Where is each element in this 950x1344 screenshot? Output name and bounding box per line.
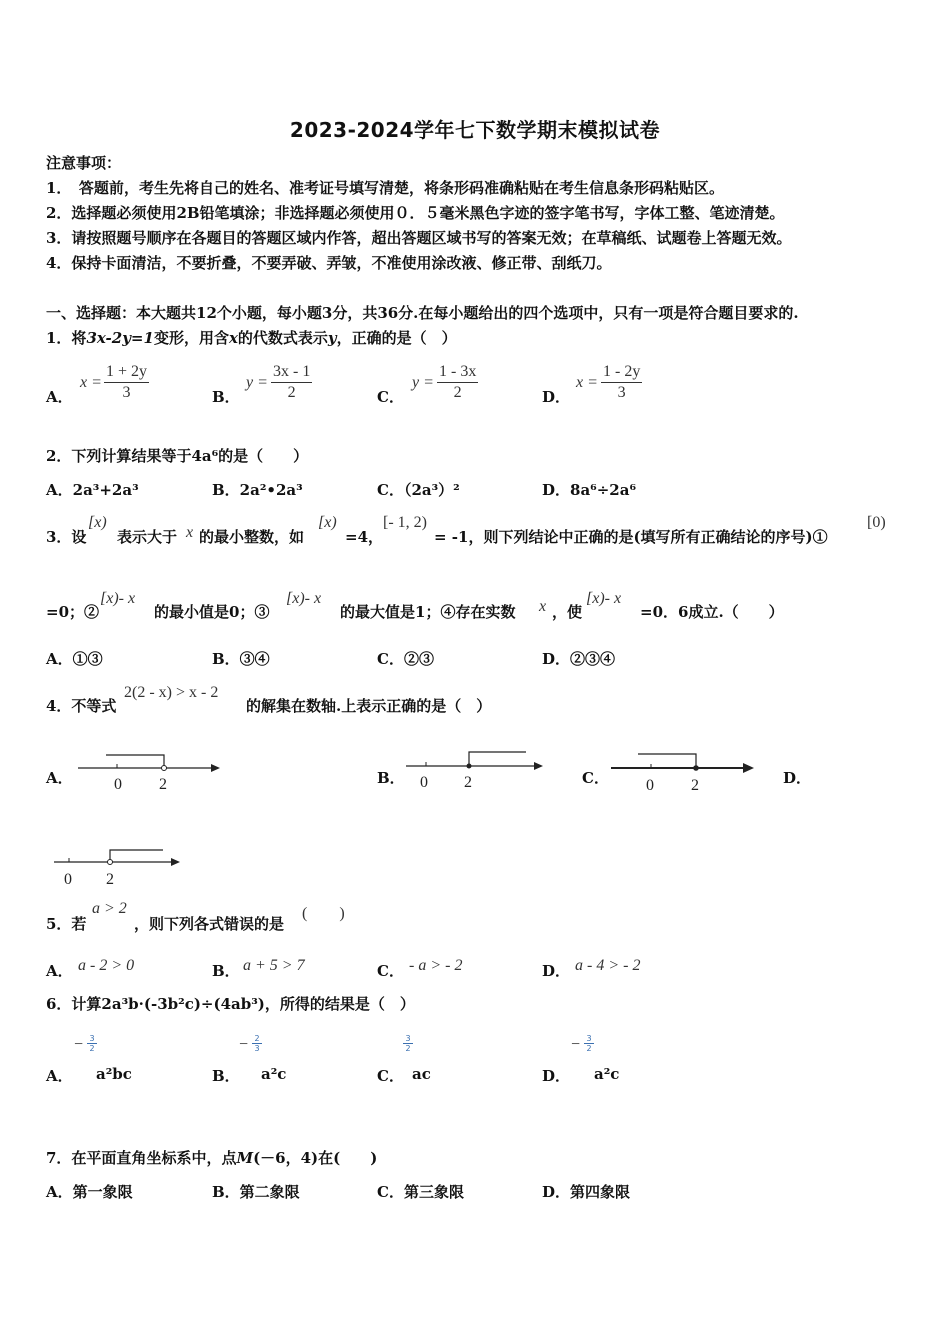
q6-option-a-label: A． [46, 1067, 73, 1085]
q3-option-b: B．③④ [212, 650, 270, 668]
q2-option-a: A．2a³+2a³ [46, 481, 139, 499]
q4-stem-a: 4．不等式 [46, 697, 117, 715]
q4-stem-b: 的解集在数轴.上表示正确的是（ ） [246, 697, 492, 715]
q3-option-d: D．②③④ [542, 650, 616, 668]
q1-option-a-den: 3 [122, 384, 131, 401]
q4-a-tick-2: 2 [159, 776, 167, 793]
q4-b-tick-0: 0 [420, 774, 428, 791]
q6-option-a-sign: − [74, 1036, 84, 1053]
q7-stem-b: (－6，4)在( ) [253, 1149, 378, 1167]
q4-d-tick-0: 0 [64, 871, 72, 888]
q1-option-a-num: 1 + 2y [104, 362, 149, 383]
q2-option-d: D．8a⁶÷2a⁶ [542, 481, 637, 499]
q6-option-a-vars: a²bc [96, 1065, 132, 1083]
page-title: 2023-2024学年七下数学期末模拟试卷 [289, 118, 661, 142]
q1-option-a-fraction [104, 362, 149, 403]
q3-option-c: C．②③ [377, 650, 434, 668]
q1-option-b-lhs: y = [246, 374, 268, 391]
q6-option-d-vars: a²c [594, 1065, 620, 1083]
q6-option-c-coef [403, 1034, 413, 1053]
q6-option-c-coef-num: 3 [403, 1034, 413, 1044]
q6-option-a-coef [87, 1034, 97, 1053]
q2-option-c: C．（2a³）² [377, 481, 460, 499]
q3-p1: 3．设 [46, 528, 87, 546]
q1-stem-c: 的代数式表示 [237, 329, 328, 347]
q6-option-d-label: D． [542, 1067, 571, 1085]
q5-paren: ( ) [302, 905, 345, 922]
q4-inequality: 2(2 - x) > x - 2 [124, 684, 219, 701]
q3-math-eg2: [- 1, 2) [383, 514, 427, 531]
q1-stem [46, 327, 457, 348]
q1-option-c-den: 2 [453, 384, 462, 401]
q7-option-b: B．第二象限 [212, 1183, 300, 1201]
q5-option-b-label: B． [212, 962, 240, 980]
q1-stem-x: x [228, 329, 238, 347]
q3-math-xx: x [186, 524, 194, 541]
notice-item-1: 1． 答题前，考生先将自己的姓名、准考证号填写清楚，将条形码准确粘贴在考生信息条形码粘贴区。 [46, 179, 724, 197]
q1-stem-eq: 3x-2y=1 [86, 329, 154, 347]
q3-math-e3: [x)- x [586, 590, 622, 607]
q4-number-line-a [70, 745, 230, 795]
q1-option-a-label: A． [46, 388, 73, 406]
q7-stem [46, 1147, 377, 1168]
q5-option-a-label: A． [46, 962, 73, 980]
q1-option-c-num: 1 - 3x [437, 362, 478, 383]
q3-l2-c: 的最大值是1；④存在实数 [340, 603, 516, 621]
q6-option-d-coef-den: 2 [586, 1044, 592, 1053]
q3-p5: = -1，则下列结论中正确的是(填写所有正确结论的序号)① [434, 528, 828, 546]
notice-item-3: 3．请按照题号顺序在各题目的答题区域内作答，超出答题区域书写的答案无效；在草稿纸、试题卷上答题无效。 [46, 229, 792, 247]
q6-option-a-coef-den: 2 [89, 1044, 95, 1053]
q6-option-b-sign: − [239, 1036, 249, 1053]
q4-c-tick-2: 2 [691, 777, 699, 794]
q5-stem-b: ，则下列各式错误的是 [134, 915, 285, 933]
q3-l2-b: 的最小值是0；③ [154, 603, 270, 621]
q1-option-d-den: 3 [617, 384, 626, 401]
q3-l2-a: =0；② [46, 603, 100, 621]
q5-condition: a > 2 [92, 900, 127, 917]
q3-p4: =4， [345, 528, 384, 546]
q7-option-a: A．第一象限 [46, 1183, 133, 1201]
q6-option-d-sign: − [571, 1036, 581, 1053]
q1-option-c-lhs: y = [412, 374, 434, 391]
q1-option-d-fraction [601, 362, 642, 403]
q4-d-tick-2: 2 [106, 871, 114, 888]
q3-l2-e: =0．6成立.（ ） [640, 603, 784, 621]
section-heading: 一、选择题：本大题共12个小题，每小题3分，共36分.在每小题给出的四个选项中，只有一项是符合题目要求的. [46, 304, 799, 322]
q6-option-b-coef-den: 3 [254, 1044, 260, 1053]
notice-item-4: 4．保持卡面清洁，不要折叠，不要弄破、弄皱，不准使用涂改液、修正带、刮纸刀。 [46, 254, 612, 272]
q4-option-d-label: D． [783, 769, 812, 787]
q1-option-c-label: C． [377, 388, 404, 406]
q4-b-tick-2: 2 [464, 774, 472, 791]
q3-option-a: A．①③ [46, 650, 103, 668]
q6-option-b-label: B． [212, 1067, 240, 1085]
q6-option-d-coef [584, 1034, 594, 1053]
q6-option-c-label: C． [377, 1067, 404, 1085]
q7-option-d: D．第四象限 [542, 1183, 631, 1201]
q1-option-b-label: B． [212, 388, 240, 406]
q5-option-a: a - 2 > 0 [78, 957, 135, 974]
q7-stem-m: M [236, 1149, 254, 1167]
q3-math-x: [x) [88, 514, 107, 531]
q1-option-a-lhs: x = [80, 374, 102, 391]
q5-option-c: - a > - 2 [409, 957, 463, 974]
q1-option-c-fraction [437, 362, 478, 403]
q3-math-e1: [x)- x [100, 590, 136, 607]
q5-option-c-label: C． [377, 962, 404, 980]
q5-option-d: a - 4 > - 2 [575, 957, 641, 974]
q5-option-d-label: D． [542, 962, 571, 980]
q3-p2: 表示大于 [117, 528, 178, 546]
q6-option-d-coef-num: 3 [584, 1034, 594, 1044]
q3-math-x2: x [539, 598, 547, 615]
q6-option-c-vars: ac [412, 1065, 431, 1083]
q1-option-d-lhs: x = [576, 374, 598, 391]
q4-c-tick-0: 0 [646, 777, 654, 794]
q5-stem-a: 5．若 [46, 915, 87, 933]
q4-number-line-c [605, 745, 765, 795]
q1-stem-b: 变形，用含 [153, 329, 229, 347]
q1-stem-y: y [327, 329, 337, 347]
q2-option-b: B．2a²•2a³ [212, 481, 303, 499]
q4-number-line-b [398, 745, 558, 795]
q4-a-tick-0: 0 [114, 776, 122, 793]
q3-l2-d: ，使 [552, 603, 583, 621]
q1-stem-d: ，正确的是（ ） [336, 329, 457, 347]
q6-stem: 6．计算2a³b·(-3b²c)÷(4ab³)，所得的结果是（ ） [46, 995, 415, 1013]
q6-option-b-vars: a²c [261, 1065, 287, 1083]
q1-option-b-num: 3x - 1 [271, 362, 312, 383]
notice-item-2: 2．选择题必须使用2B铅笔填涂；非选择题必须使用０．５毫米黑色字迹的签字笔书写，字体工整、笔迹清楚。 [46, 204, 785, 222]
q1-option-d-num: 1 - 2y [601, 362, 642, 383]
q7-stem-a: 7．在平面直角坐标系中，点 [46, 1149, 237, 1167]
q3-math-zero: [0) [867, 514, 886, 531]
q6-option-b-coef-num: 2 [252, 1034, 262, 1044]
notice-heading: 注意事项： [46, 154, 122, 172]
q2-stem: 2．下列计算结果等于4a⁶的是（ ） [46, 447, 309, 465]
q4-option-a-label: A． [46, 769, 73, 787]
q6-option-c-coef-den: 2 [405, 1044, 411, 1053]
q3-math-e2: [x)- x [286, 590, 322, 607]
q4-option-c-label: C． [582, 769, 609, 787]
q5-option-b: a + 5 > 7 [243, 957, 305, 974]
q1-stem-a: 1．将 [46, 329, 87, 347]
q1-option-b-den: 2 [287, 384, 296, 401]
q7-option-c: C．第三象限 [377, 1183, 464, 1201]
q4-number-line-d [48, 840, 198, 890]
q6-option-b-coef [252, 1034, 262, 1053]
q6-option-a-coef-num: 3 [87, 1034, 97, 1044]
q3-math-eg1: [x) [318, 514, 337, 531]
q3-p3: 的最小整数，如 [199, 528, 305, 546]
q1-option-b-fraction [271, 362, 312, 403]
q1-option-d-label: D． [542, 388, 571, 406]
q4-option-b-label: B． [377, 769, 405, 787]
